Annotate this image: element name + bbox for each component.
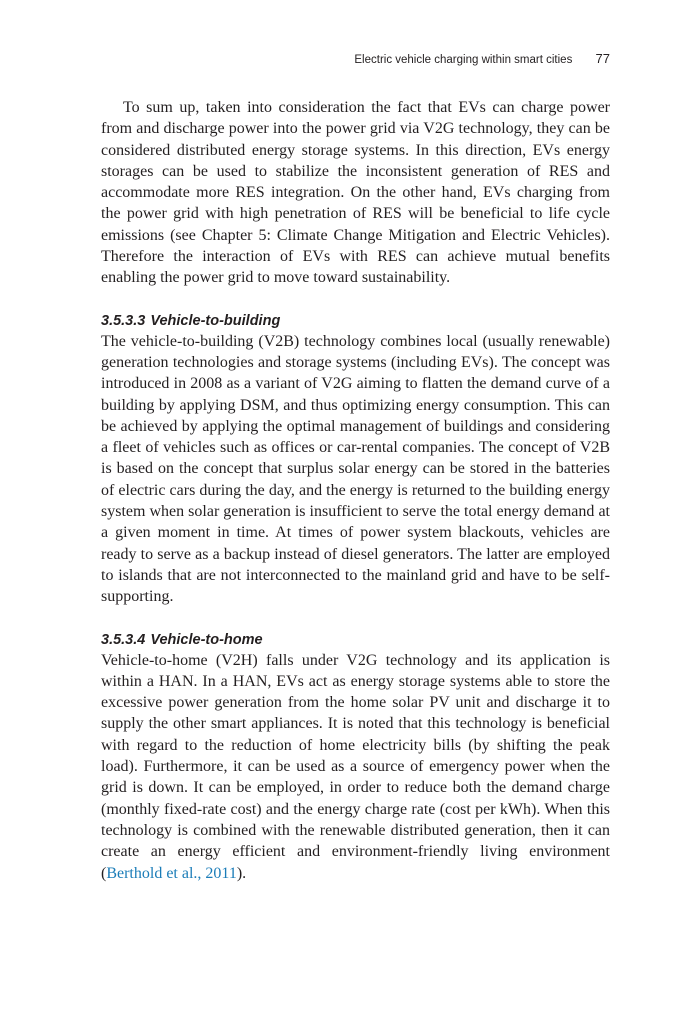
v2h-text-end: ). bbox=[236, 864, 247, 882]
page-number: 77 bbox=[595, 51, 610, 66]
page-body bbox=[101, 97, 610, 884]
running-head bbox=[354, 50, 610, 69]
summary-paragraph: To sum up, taken into consideration the fact that EVs can charge power from and discharge power into the power grid via V2G technology, they can be considered distributed energy storage systems. In this direction, EVs energy storages can be used to stabilize the inconsistent generation of RES and accommodate more RES integration. On the other hand, EVs charging from the power grid with high penetration of RES will be beneficial to life cycle emissions (see Chapter 5: Climate Change Mitigation and Electric Vehicles). Therefore the interaction of EVs with RES can achieve mutual benefits enabling the power grid to move toward sustainability. bbox=[101, 99, 610, 287]
section-title: Vehicle-to-building bbox=[150, 312, 281, 329]
citation-link[interactable]: Berthold et al., 2011 bbox=[106, 864, 237, 882]
section-heading-v2b bbox=[101, 311, 610, 331]
section-number: 3.5.3.3 bbox=[101, 312, 146, 329]
section-number: 3.5.3.4 bbox=[101, 631, 146, 648]
v2h-text: Vehicle-to-home (V2H) falls under V2G technology and its application is within a HAN. In a HAN, EVs act as energy storage systems able to store the excessive power generation from the home solar PV unit and discharge it to supply the other smart appliances. It is noted that this technology is beneficial with regard to the reduction of home electricity bills (by shifting the peak load). Furthermore, it can be used as a source of emergency power when the grid is down. It can be employed, in order to reduce both the demand charge (monthly fixed-rate cost) and the energy charge rate (cost per kWh). When this technology is combined with the renewable distributed generation, then it can create an energy efficient and environment-friendly living environment ( bbox=[101, 651, 610, 882]
v2b-paragraph: The vehicle-to-building (V2B) technology combines local (usually renewable) generation technologies and storage systems (including EVs). The concept was introduced in 2008 as a variant of V2G aiming to flatten the demand curve of a building by applying DSM, and thus optimizing energy consumption. This can be achieved by applying the optimal management of buildings and considering a fleet of vehicles such as offices or car-rental companies. The concept of V2B is based on the concept that surplus solar energy can be stored in the batteries of electric cars during the day, and the energy is returned to the building energy system when solar generation is insufficient to serve the total energy demand at a given moment in time. At times of power system blackouts, vehicles are ready to serve as a backup instead of diesel generators. The latter are employed to islands that are not interconnected to the mainland grid and have to be self-supporting. bbox=[101, 332, 610, 606]
section-heading-v2h bbox=[101, 630, 610, 650]
section-title: Vehicle-to-home bbox=[150, 631, 263, 648]
v2h-paragraph bbox=[101, 650, 610, 884]
running-head-title: Electric vehicle charging within smart cities bbox=[354, 54, 573, 66]
